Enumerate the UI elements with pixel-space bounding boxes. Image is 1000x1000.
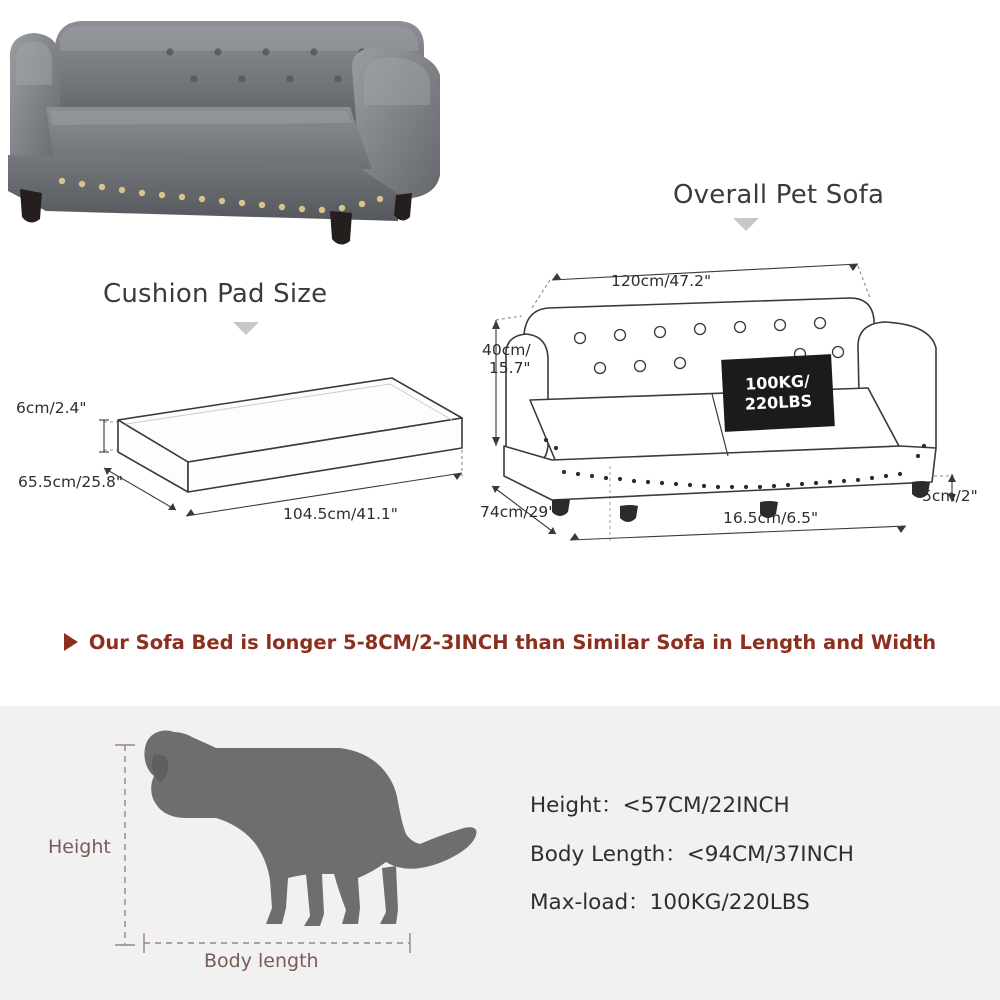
heading-overall-pet-sofa: Overall Pet Sofa — [673, 180, 885, 210]
dog-body-length-label: Body length — [204, 950, 319, 972]
product-photo — [0, 5, 450, 250]
cushion-thickness-label: 6cm/2.4" — [16, 399, 87, 417]
heading-cushion-pad-size: Cushion Pad Size — [103, 279, 328, 309]
arrow-down-icon-cushion — [233, 322, 259, 335]
spec-height: Height：<57CM/22INCH — [530, 793, 790, 818]
cushion-diagram — [0, 340, 480, 550]
sofa-seat-height-label: 16.5cm/6.5" — [723, 509, 819, 527]
cushion-length-label: 104.5cm/41.1" — [283, 505, 398, 523]
dog-height-label: Height — [48, 836, 111, 858]
promo-banner-text: Our Sofa Bed is longer 5-8CM/2-3INCH than Similar Sofa in Length and Width — [88, 630, 937, 654]
spec-max-load: Max-load：100KG/220LBS — [530, 890, 810, 915]
cushion-width-label: 65.5cm/25.8" — [18, 473, 123, 491]
arrow-down-icon-overall — [733, 218, 759, 231]
sofa-height-value-cm: 40cm/ — [482, 341, 531, 359]
sofa-height-label — [482, 342, 531, 378]
dog-height-dimension — [110, 740, 140, 955]
spec-body-length: Body Length：<94CM/37INCH — [530, 841, 854, 867]
promo-banner — [0, 614, 1000, 670]
dog-silhouette — [120, 718, 480, 933]
sofa-height-value-in: 15.7" — [488, 358, 531, 377]
sofa-leg-height-label: 5cm/2" — [922, 487, 978, 505]
sofa-width-label: 120cm/47.2" — [611, 272, 712, 290]
max-load-tag — [721, 354, 835, 432]
max-load-line2: 220LBS — [744, 391, 813, 414]
sofa-depth-label: 74cm/29" — [480, 503, 556, 521]
caret-right-icon — [64, 633, 78, 651]
dog-spec-list — [530, 795, 854, 941]
max-load-line1: 100KG/ — [744, 371, 811, 394]
